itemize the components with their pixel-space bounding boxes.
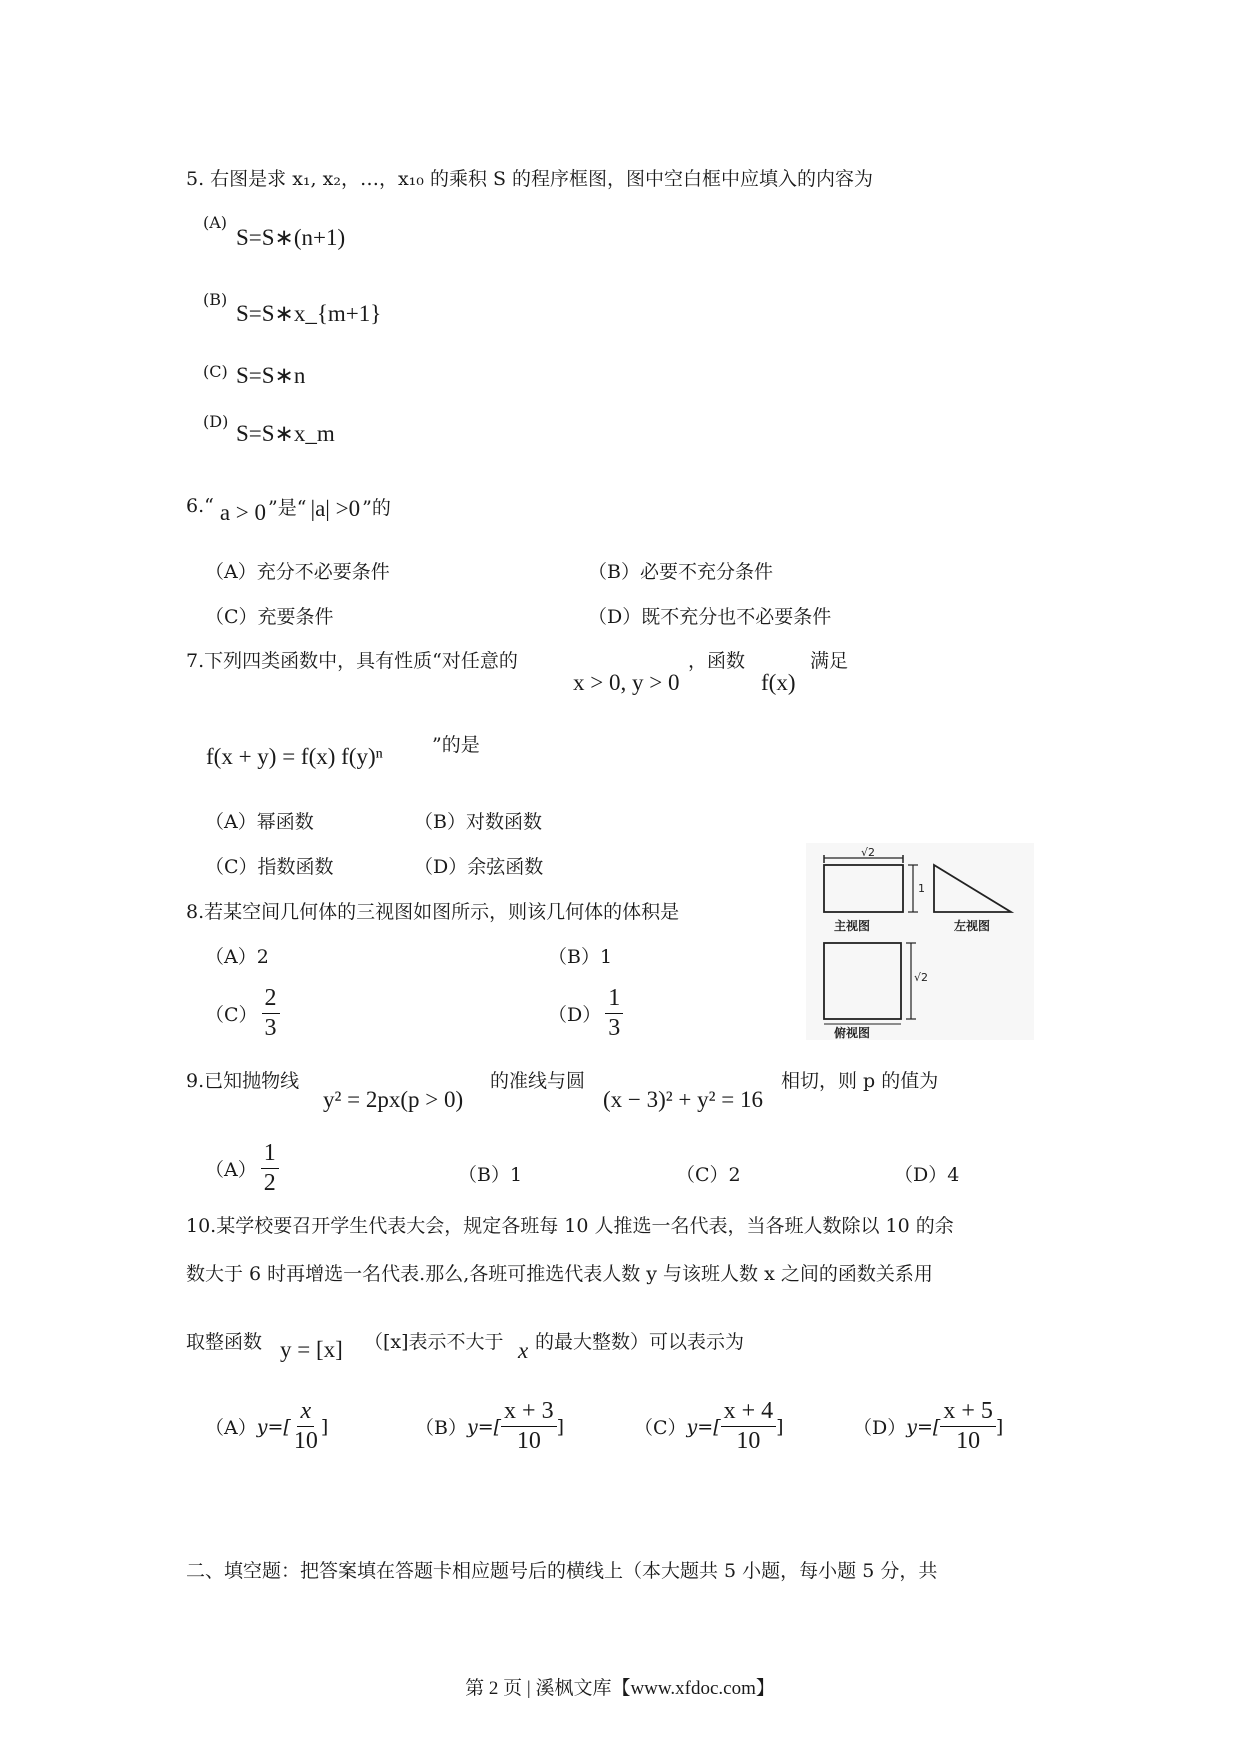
q6-option-c: （C）充要条件 [205,606,334,628]
q8-option-c: （C） $\frac{2}{3}$ [205,986,280,1041]
top-view-label: 俯视图 [834,1026,871,1040]
q9-option-b: （B）1 [458,1164,523,1186]
q9-stem-part3: 相切，则 p 的值为 [781,1070,939,1092]
q10-option-c: （C） y=[ $\frac{x + 4}{10}$ ] [634,1398,784,1455]
side-view-label: 左视图 [954,919,991,933]
section2-heading: 二、填空题：把答案填在答题卡相应题号后的横线上（本大题共 5 小题，每小题 5 分，共 [186,1560,938,1582]
q6-stem-suffix: ”的 [362,496,391,519]
q8-stem: 8.若某空间几何体的三视图如图所示，则该几何体的体积是 [186,901,680,923]
q8-option-b: （B）1 [548,946,613,968]
q5-option-a-label: (A) [203,213,228,232]
q7-formula-suffix: ”的是 [432,734,480,756]
page-footer: 第 2 页 | 溪枫文库【www.xfdoc.com】 [465,1678,775,1699]
q7-stem-part1: 7.下列四类函数中，具有性质“对任意的 [186,650,518,672]
q10-option-b: （B） y=[ $\frac{x + 3}{10}$ ] [415,1398,565,1455]
q9-option-a: （A） $\frac{1}{2}$ [205,1141,279,1196]
q5-option-d-text: S=S∗x_m [236,421,335,446]
q10-line3-part3: 的最大整数）可以表示为 [535,1331,745,1353]
q5-stem: 5. 右图是求 x₁, x₂，…，x₁₀ 的乘积 S 的程序框图，图中空白框中应填入的内容为 [186,168,874,190]
q10-option-a: （A） y=[ $\frac{x}{10}$ ] [205,1398,329,1455]
top-dim-sqrt2: √2 [914,971,929,984]
front-view-label: 主视图 [834,919,871,933]
q7-option-d: （D）余弦函数 [414,856,544,878]
q6-stem-math-abs: |a| >0 [310,496,361,521]
q10-line1: 10.某学校要召开学生代表大会，规定各班每 10 人推选一名代表，当各班人数除以 10 的余 [186,1215,954,1237]
q7-option-a: （A）幂函数 [205,811,314,833]
q6-option-b: （B）必要不充分条件 [588,561,773,583]
q10-line3-part2: （[x]表示不大于 [364,1331,504,1353]
front-dim-1: 1 [918,882,925,895]
q7-stem-part2: ，函数 [688,650,746,672]
q8-three-view-figure [806,843,1034,1040]
q6-stem-prefix: 6.“ [186,495,214,517]
q5-option-c-text: S=S∗n [236,363,306,388]
q6-stem-mid: ”是“ [268,496,307,519]
q10-option-d: （D） y=[ $\frac{x + 5}{10}$ ] [853,1398,1004,1455]
q7-stem-part3: 满足 [810,650,849,672]
q5-option-d-label: (D) [203,412,229,431]
top-view-rect [824,943,901,1019]
front-view-rect [824,865,903,912]
q5-option-b-label: (B) [203,290,228,309]
three-view-diagram [806,843,1034,1040]
q5-option-a-text: S=S∗(n+1) [236,225,346,250]
q9-option-c: （C）2 [676,1164,741,1186]
q5-option-b-text: S=S∗x_{m+1} [236,301,382,326]
q9-stem-part1: 9.已知抛物线 [186,1070,300,1092]
q7-stem-math1: x > 0, y > 0 [573,670,680,695]
q7-formula: f(x + y) = f(x) f(y)ⁿ [206,744,383,769]
q7-option-b: （B）对数函数 [414,811,542,833]
q9-stem-math1: y² = 2px(p > 0) [323,1087,464,1112]
q8-option-a: （A）2 [205,946,269,968]
q7-option-c: （C）指数函数 [205,856,334,878]
q6-stem-math-a: a > 0 [219,500,267,525]
q9-stem-math2: (x − 3)² + y² = 16 [603,1087,764,1112]
q10-line3-part1: 取整函数 [186,1331,263,1353]
q10-line3-math2: x [518,1338,529,1363]
q6-stem [186,486,391,526]
side-view-triangle [934,865,1011,912]
q10-line2: 数大于 6 时再增选一名代表.那么,各班可推选代表人数 y 与该班人数 x 之间的函数关系用 [186,1263,933,1285]
front-dim-sqrt2: √2 [861,846,876,859]
q9-stem-part2: 的准线与圆 [490,1070,586,1092]
q5-option-c-label: (C) [203,362,228,381]
q6-option-a: （A）充分不必要条件 [205,561,390,583]
q8-option-d: （D） $\frac{1}{3}$ [548,986,623,1041]
q7-stem-math2: f(x) [761,670,796,695]
q6-option-d: （D）既不充分也不必要条件 [588,606,832,628]
q10-line3-math: y = [x] [280,1337,343,1362]
q9-option-d: （D）4 [894,1164,960,1186]
